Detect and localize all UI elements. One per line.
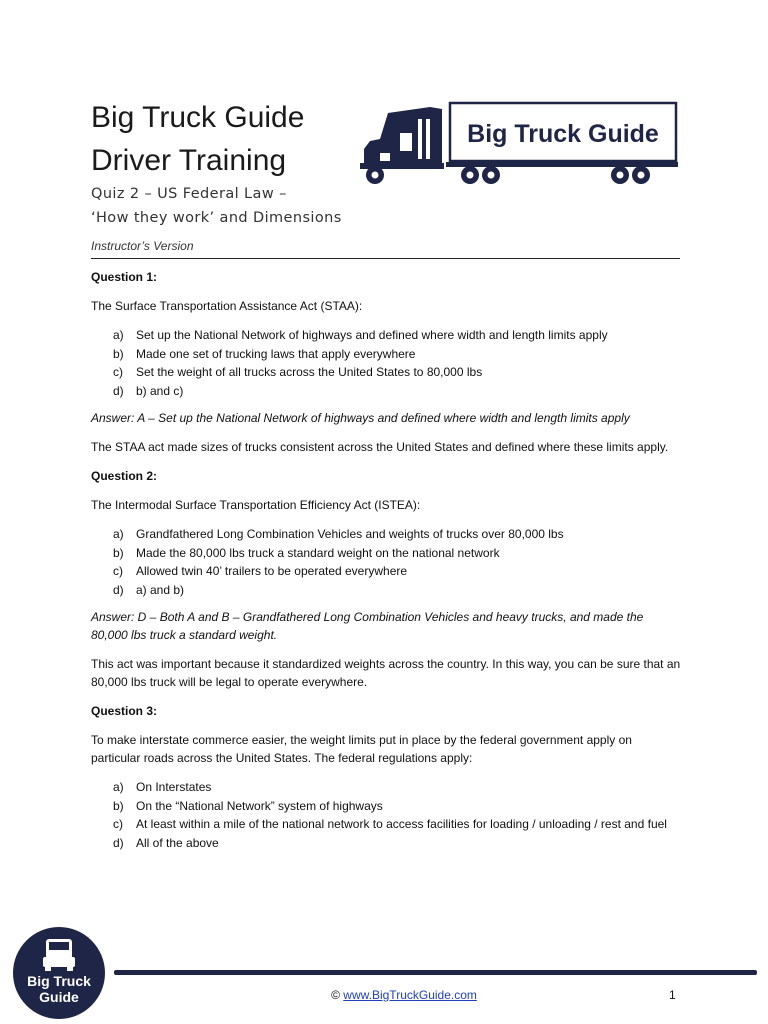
page-number: 1 — [669, 988, 676, 1002]
question-2-heading: Question 2: — [91, 469, 158, 483]
option-text: Made one set of trucking laws that apply everywhere — [136, 346, 416, 361]
option — [113, 778, 681, 797]
question-1-answer: Answer: A – Set up the National Network of highways and defined where width and length limits apply — [91, 411, 630, 425]
question-2-prompt: The Intermodal Surface Transportation Efficiency Act (ISTEA): — [91, 498, 421, 512]
option-text: Allowed twin 40’ trailers to be operated everywhere — [136, 564, 408, 578]
question-1-prompt: The Surface Transportation Assistance Act (STAA): — [91, 299, 363, 313]
question-3-options — [91, 778, 681, 852]
option-marker: b) — [113, 545, 124, 560]
document-title — [91, 96, 304, 182]
option — [113, 345, 681, 364]
question-2-options — [91, 525, 681, 599]
option-text: Set the weight of all trucks across the United States to 80,000 lbs — [136, 365, 483, 379]
brand-badge-logo — [13, 927, 105, 1019]
badge-line-2: Guide — [39, 989, 79, 1005]
option-marker: d) — [113, 835, 124, 850]
option-marker: c) — [113, 564, 123, 578]
option — [113, 326, 681, 345]
truck-logo-text: Big Truck Guide — [467, 120, 659, 148]
subtitle-line-1: Quiz 2 – US Federal Law – — [91, 186, 287, 202]
option — [113, 562, 681, 581]
question-1-explanation: The STAA act made sizes of trucks consistent across the United States and defined where these limits apply. — [91, 440, 669, 454]
subtitle-line-2: ‘How they work’ and Dimensions — [91, 210, 342, 226]
option — [113, 525, 681, 544]
truck-logo — [360, 101, 678, 187]
option-marker: c) — [113, 365, 123, 379]
option — [113, 544, 681, 563]
option — [113, 382, 681, 401]
option-marker: a) — [113, 780, 124, 794]
document-subtitle — [91, 182, 342, 230]
option-marker: b) — [113, 346, 124, 361]
option — [113, 834, 681, 853]
option — [113, 363, 681, 382]
instructor-version-label: Instructor’s Version — [91, 239, 194, 253]
option-text: Made the 80,000 lbs truck a standard weight on the national network — [136, 545, 500, 560]
copyright-symbol: © — [331, 988, 340, 1002]
question-1-options — [91, 326, 681, 400]
option-text: b) and c) — [136, 383, 184, 398]
option-marker: c) — [113, 817, 123, 831]
option-text: All of the above — [136, 835, 219, 850]
option-text: On the “National Network” system of highways — [136, 798, 383, 813]
option — [113, 815, 681, 834]
question-3-prompt: To make interstate commerce easier, the weight limits put in place by the federal government apply on particular roads across the United States. The federal regulations apply: — [91, 733, 632, 765]
option — [113, 581, 681, 600]
option-marker: a) — [113, 328, 124, 342]
footer-divider — [114, 970, 757, 975]
option-marker: d) — [113, 383, 124, 398]
option-text: Set up the National Network of highways and defined where width and length limits apply — [136, 328, 608, 342]
header-divider — [91, 258, 680, 259]
website-link[interactable]: www.BigTruckGuide.com — [343, 988, 477, 1002]
title-line-1: Big Truck Guide — [91, 101, 305, 134]
option — [113, 797, 681, 816]
quiz-content — [91, 268, 681, 861]
question-1-heading: Question 1: — [91, 270, 158, 284]
badge-text — [13, 973, 105, 1005]
option-text: At least within a mile of the national network to access facilities for loading / unloading / rest and fuel — [136, 817, 667, 831]
question-2-answer: Answer: D – Both A and B – Grandfathered Long Combination Vehicles and heavy trucks, and made the 80,000 lbs truck a standard weight. — [91, 610, 644, 642]
badge-line-1: Big Truck — [27, 973, 91, 989]
option-text: Grandfathered Long Combination Vehicles and weights of trucks over 80,000 lbs — [136, 527, 564, 541]
option-text: On Interstates — [136, 780, 212, 794]
question-3-heading: Question 3: — [91, 704, 158, 718]
option-marker: a) — [113, 527, 124, 541]
footer-copyright — [114, 988, 694, 1002]
option-marker: b) — [113, 798, 124, 813]
question-2-explanation: This act was important because it standardized weights across the country. In this way, you can be sure that an 80,000 lbs truck will be legal to operate everywhere. — [91, 657, 681, 689]
option-text: a) and b) — [136, 582, 185, 597]
title-line-2: Driver Training — [91, 144, 287, 177]
option-marker: d) — [113, 582, 124, 597]
